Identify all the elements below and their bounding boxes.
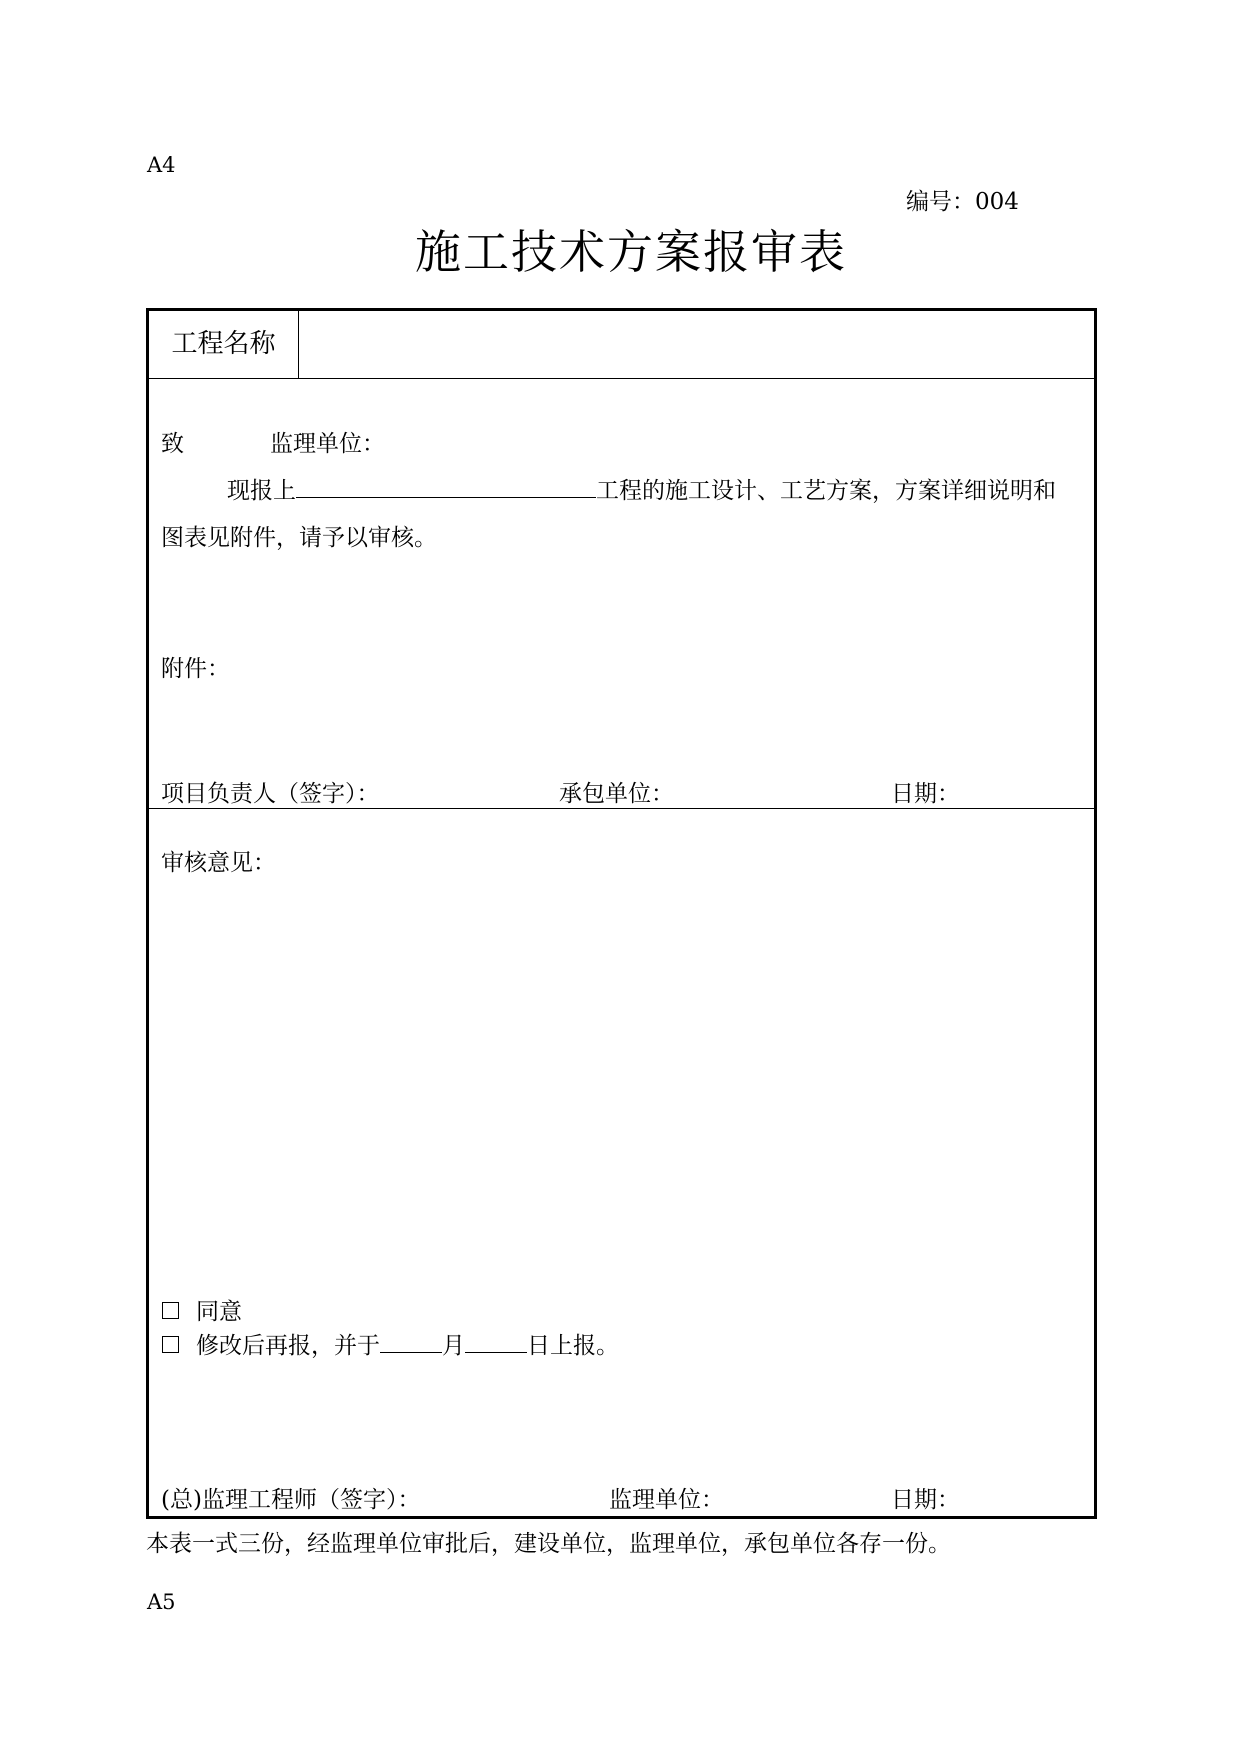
body-prefix: 现报上 <box>227 478 296 504</box>
review-date-label: 日期： <box>891 1487 960 1513</box>
engineer-signature-label: (总)监理工程师（签字）： <box>161 1487 421 1513</box>
review-opinion-label: 审核意见： <box>161 850 276 876</box>
submission-body-line1 <box>227 472 1056 505</box>
manager-signature-label: 项目负责人（签字）： <box>161 781 380 807</box>
form-code-top: A4 <box>147 153 176 177</box>
attachment-label: 附件： <box>161 656 230 682</box>
to-prefix: 致 <box>161 431 184 457</box>
form-table <box>146 308 1097 1519</box>
month-field[interactable] <box>380 1328 442 1353</box>
project-name-field[interactable] <box>301 311 1094 378</box>
month-label: 月 <box>442 1333 465 1359</box>
option-revise[interactable] <box>162 1327 619 1360</box>
submission-date-label: 日期： <box>891 781 960 807</box>
day-field[interactable] <box>465 1328 527 1353</box>
footnote: 本表一式三份，经监理单位审批后，建设单位，监理单位，承包单位各存一份。 <box>146 1531 951 1557</box>
revise-label: 修改后再报，并于 <box>196 1333 380 1359</box>
to-unit-label: 监理单位： <box>270 431 385 457</box>
serial-label: 编号： <box>906 189 975 215</box>
contractor-label: 承包单位： <box>559 781 674 807</box>
supervision-unit-label: 监理单位： <box>609 1487 724 1513</box>
serial-number <box>906 183 1019 216</box>
revise-checkbox[interactable] <box>162 1336 179 1353</box>
serial-value: 004 <box>975 189 1019 215</box>
project-blank-field[interactable] <box>296 473 596 498</box>
day-suffix: 日上报。 <box>527 1333 619 1359</box>
agree-label: 同意 <box>196 1299 242 1325</box>
option-agree[interactable] <box>162 1293 242 1326</box>
body-suffix: 工程的施工设计、工艺方案，方案详细说明和 <box>596 478 1056 504</box>
project-name-label: 工程名称 <box>149 311 299 378</box>
form-code-bottom: A5 <box>147 1590 176 1614</box>
addressee-line <box>161 425 385 458</box>
submission-body-line2: 图表见附件，请予以审核。 <box>161 525 437 551</box>
project-name-row <box>149 311 1094 379</box>
review-section <box>149 809 1094 1517</box>
submission-section <box>149 379 1094 809</box>
page-title: 施工技术方案报审表 <box>415 225 847 279</box>
agree-checkbox[interactable] <box>162 1302 179 1319</box>
